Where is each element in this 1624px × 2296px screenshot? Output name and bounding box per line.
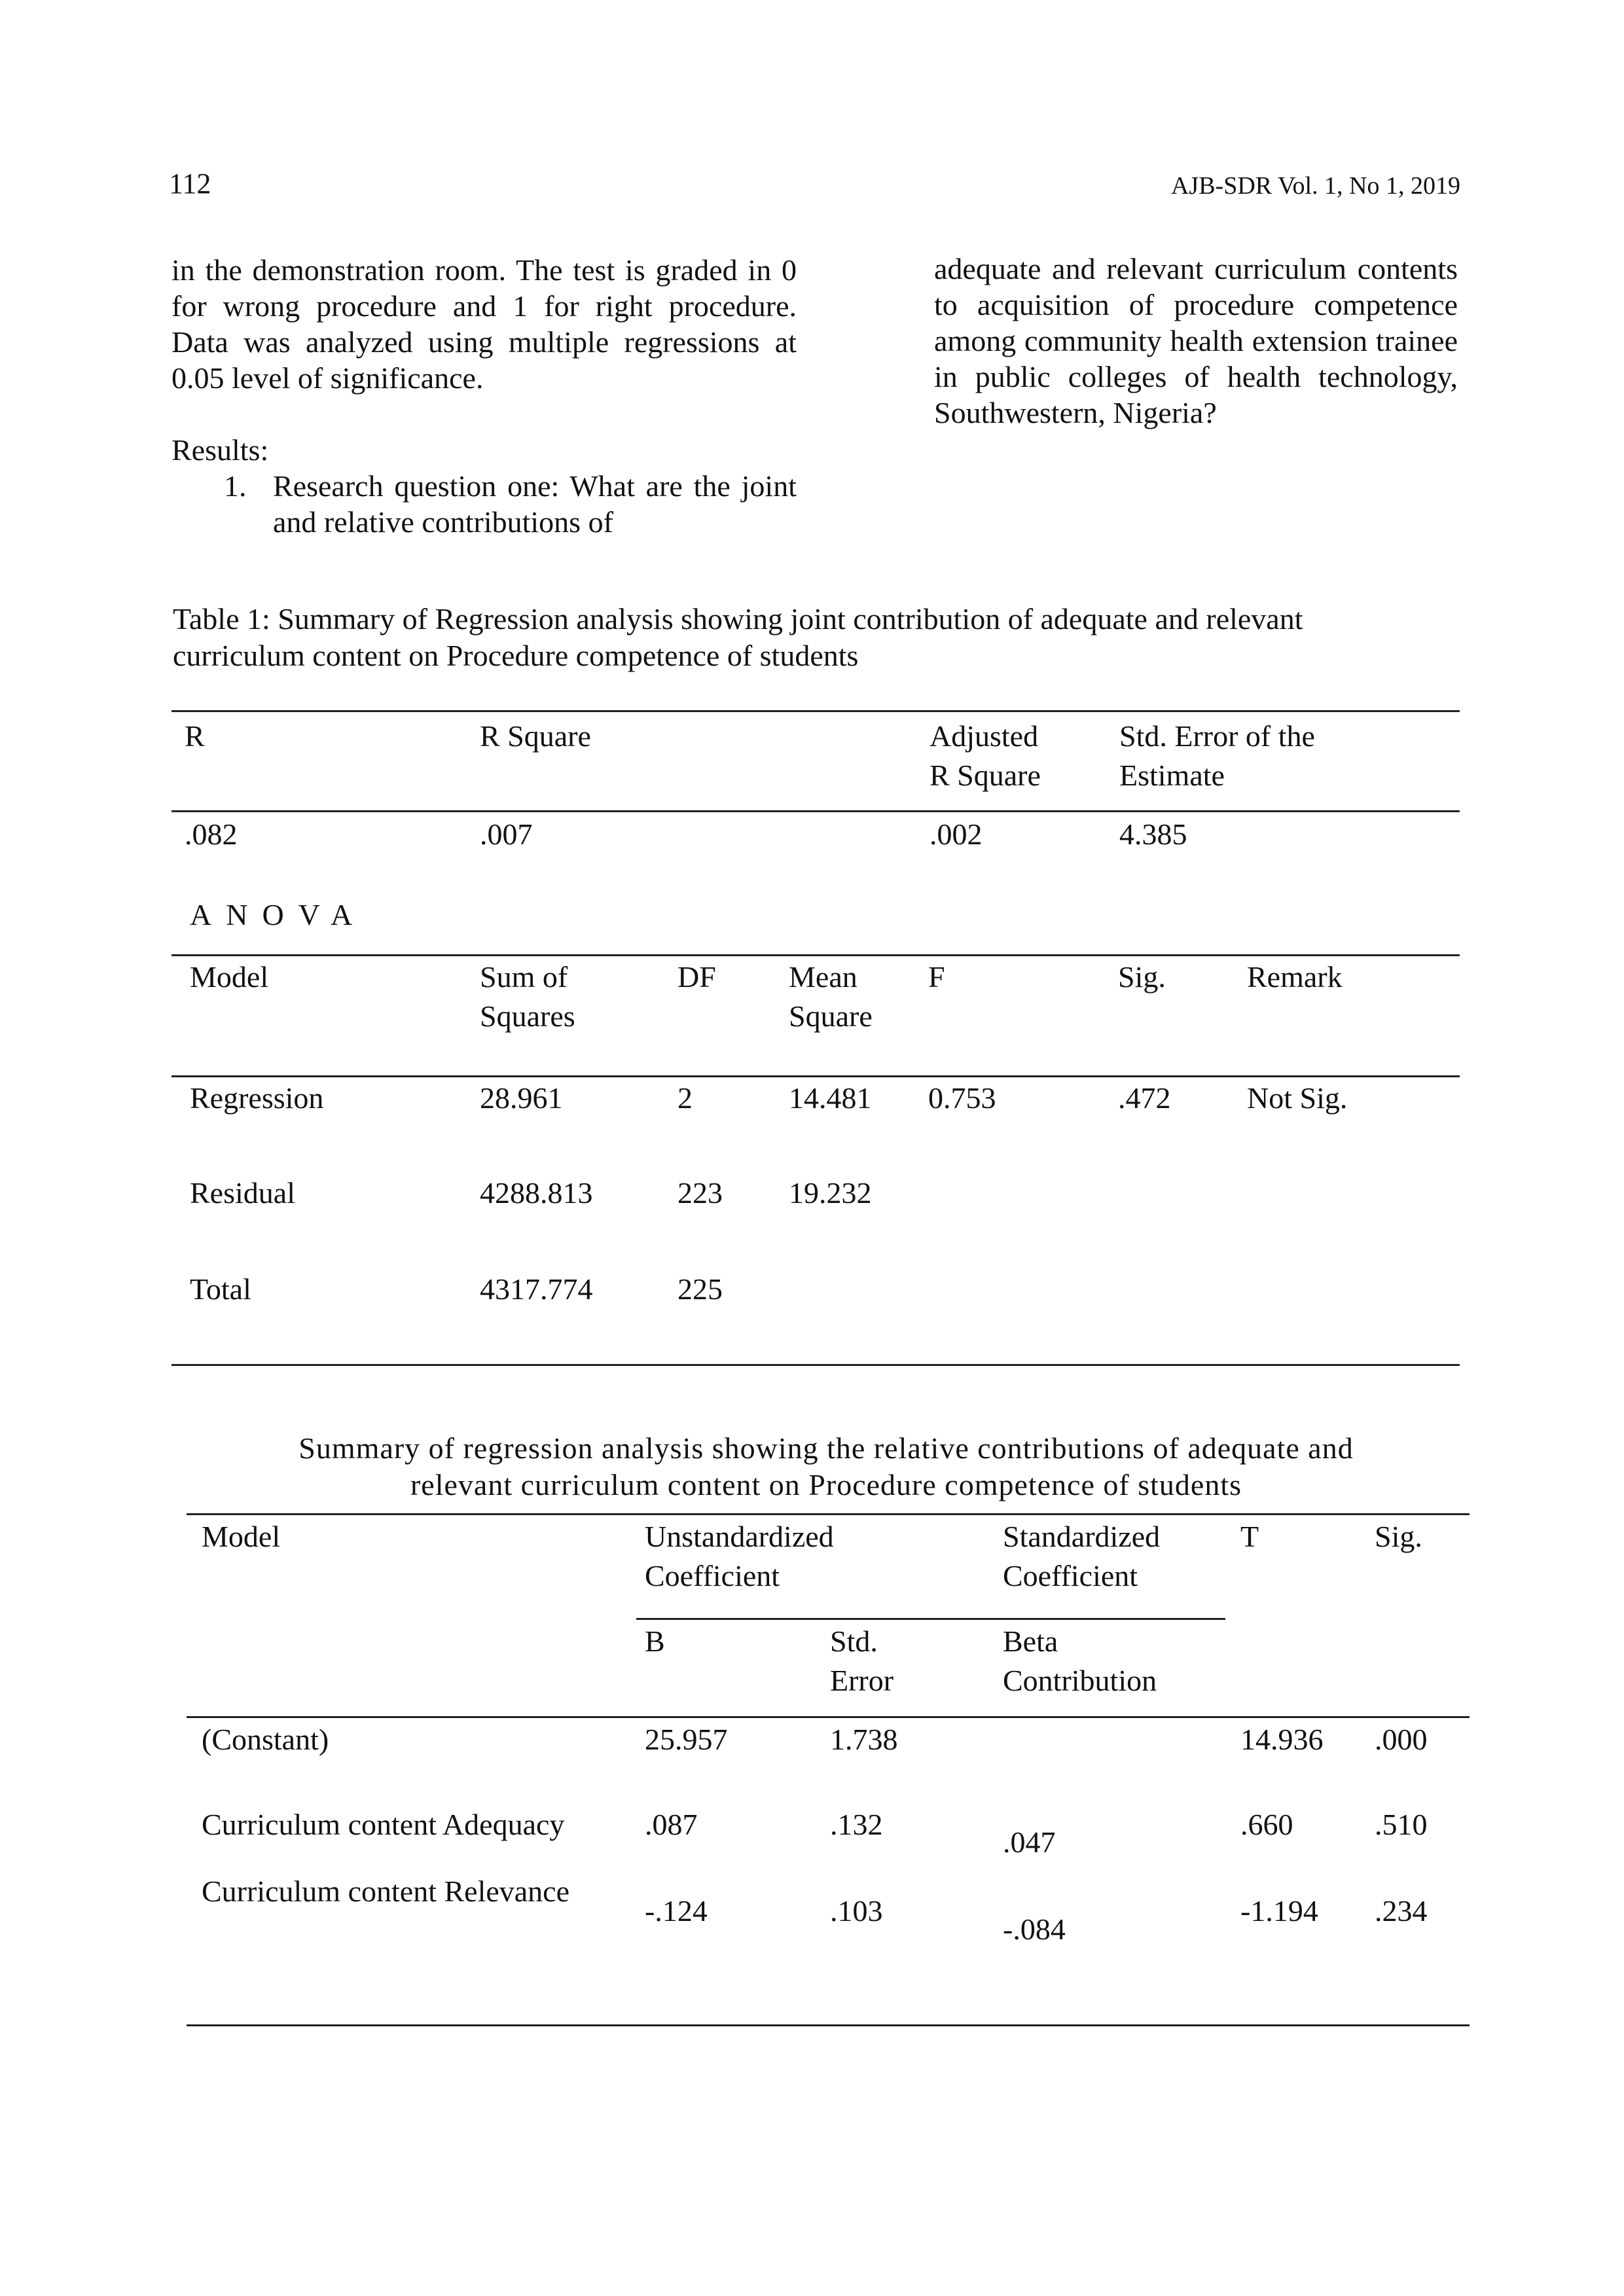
relative-row-relevance-b: -.124 xyxy=(645,1894,708,1928)
relative-row-constant-t: 14.936 xyxy=(1240,1723,1324,1756)
anova-header-mean-square-2: Square xyxy=(789,999,873,1033)
relative-header-t: T xyxy=(1240,1520,1259,1553)
relative-header-beta-2: Contribution xyxy=(1003,1664,1157,1697)
anova-row-regression-model: Regression xyxy=(190,1081,324,1115)
anova-row-regression-remark: Not Sig. xyxy=(1247,1081,1348,1115)
research-question-item xyxy=(171,468,797,540)
anova-row-residual-model: Residual xyxy=(190,1176,295,1210)
anova-row-total-df: 225 xyxy=(677,1272,723,1306)
anova-header-mean-square-1: Mean xyxy=(789,960,857,994)
relative-table-caption xyxy=(171,1430,1481,1503)
relative-header-b: B xyxy=(645,1624,665,1658)
anova-header-df: DF xyxy=(677,960,716,994)
methods-paragraph: in the demonstration room. The test is graded in 0 for wrong procedure and 1 for right procedure. Data was analyzed using multiple regressions at 0.05 level of significance. xyxy=(171,253,797,395)
relative-row-relevance-sig: .234 xyxy=(1375,1894,1428,1928)
relative-row-adequacy-b: .087 xyxy=(645,1808,698,1841)
research-question-text: Research question one: What are the joint and relative contributions of xyxy=(273,469,797,539)
table1-header-std-error-line2: Estimate xyxy=(1119,759,1225,792)
relative-header-std-error-1: Std. xyxy=(830,1624,878,1658)
table1-header-r: R xyxy=(185,719,205,753)
journal-citation: AJB-SDR Vol. 1, No 1, 2019 xyxy=(1170,172,1460,200)
table1-value-std-error: 4.385 xyxy=(1119,817,1187,851)
anova-row-regression-df: 2 xyxy=(677,1081,693,1115)
relative-row-adequacy-std-error: .132 xyxy=(830,1808,883,1841)
relative-row-constant-b: 25.957 xyxy=(645,1723,728,1756)
results-heading: Results: xyxy=(171,433,269,467)
anova-row-total-model: Total xyxy=(190,1272,251,1306)
anova-top-rule xyxy=(171,954,1460,956)
anova-row-residual-ms: 19.232 xyxy=(789,1176,872,1210)
research-question-continuation: adequate and relevant curriculum contents to acquisition of procedure competence among community health extension trainee in public colleges of health technology, Southwestern, Nigeria? xyxy=(934,252,1458,429)
anova-header-sig: Sig. xyxy=(1118,960,1166,994)
relative-row-constant-model: (Constant) xyxy=(202,1723,329,1756)
anova-row-total-ss: 4317.774 xyxy=(480,1272,593,1306)
anova-header-rule xyxy=(171,1075,1460,1077)
left-column xyxy=(171,252,797,540)
anova-row-regression-sig: .472 xyxy=(1118,1081,1171,1115)
list-number: 1. xyxy=(224,469,247,503)
relative-top-rule xyxy=(187,1513,1470,1515)
relative-header-unstandardized-1: Unstandardized xyxy=(645,1520,834,1553)
relative-caption-line1: Summary of regression analysis showing the relative contributions of adequate and xyxy=(298,1431,1354,1465)
anova-header-remark: Remark xyxy=(1247,960,1343,994)
relative-row-adequacy-beta: .047 xyxy=(1003,1825,1056,1859)
relative-header-model: Model xyxy=(202,1520,281,1553)
anova-row-regression-f: 0.753 xyxy=(928,1081,996,1115)
relative-row-constant-std-error: 1.738 xyxy=(830,1723,898,1756)
relative-header-unstandardized-2: Coefficient xyxy=(645,1559,780,1592)
table1-value-adjusted: .002 xyxy=(929,817,983,851)
anova-row-regression-ms: 14.481 xyxy=(789,1081,872,1115)
relative-header-standardized-2: Coefficient xyxy=(1003,1559,1138,1592)
relative-row-adequacy-t: .660 xyxy=(1240,1808,1293,1841)
relative-row-relevance-std-error: .103 xyxy=(830,1894,883,1928)
relative-row-relevance-t: -1.194 xyxy=(1240,1894,1318,1928)
relative-header-rule xyxy=(187,1716,1470,1718)
table1-caption: Table 1: Summary of Regression analysis showing joint contribution of adequate and relevant curriculum content on Procedure competence of students xyxy=(173,602,1303,672)
relative-header-beta-1: Beta xyxy=(1003,1624,1058,1658)
table1-header-adjusted-line1: Adjusted xyxy=(929,719,1039,753)
anova-title: ANOVA xyxy=(190,898,367,931)
relative-row-constant-sig: .000 xyxy=(1375,1723,1428,1756)
table1-top-rule xyxy=(171,710,1460,712)
anova-header-sum-squares-1: Sum of xyxy=(480,960,568,994)
relative-row-relevance-model: Curriculum content Relevance xyxy=(202,1874,570,1908)
page-number: 112 xyxy=(169,168,211,200)
anova-row-residual-ss: 4288.813 xyxy=(480,1176,593,1210)
table1-value-r: .082 xyxy=(185,817,238,851)
anova-bottom-rule xyxy=(171,1364,1460,1366)
table1-value-r-square: .007 xyxy=(480,817,533,851)
table1-header-r-square: R Square xyxy=(480,719,591,753)
anova-header-sum-squares-2: Squares xyxy=(480,999,575,1033)
relative-header-std-error-2: Error xyxy=(830,1664,894,1697)
table1-header-adjusted-line2: R Square xyxy=(929,759,1041,792)
table1-header-rule xyxy=(171,810,1460,812)
relative-row-relevance-beta: -.084 xyxy=(1003,1912,1066,1946)
relative-header-sig: Sig. xyxy=(1375,1520,1422,1553)
table1-header-std-error-line1: Std. Error of the xyxy=(1119,719,1315,753)
anova-header-f: F xyxy=(928,960,945,994)
relative-row-adequacy-sig: .510 xyxy=(1375,1808,1428,1841)
relative-bottom-rule xyxy=(187,2024,1470,2026)
relative-header-standardized-1: Standardized xyxy=(1003,1520,1161,1553)
right-column xyxy=(934,251,1458,431)
anova-row-residual-df: 223 xyxy=(677,1176,723,1210)
relative-row-adequacy-model: Curriculum content Adequacy xyxy=(202,1808,565,1841)
relative-subheader-rule xyxy=(636,1618,1225,1620)
anova-header-model: Model xyxy=(190,960,269,994)
anova-row-regression-ss: 28.961 xyxy=(480,1081,563,1115)
relative-caption-line2: relevant curriculum content on Procedure competence of students xyxy=(410,1468,1242,1501)
